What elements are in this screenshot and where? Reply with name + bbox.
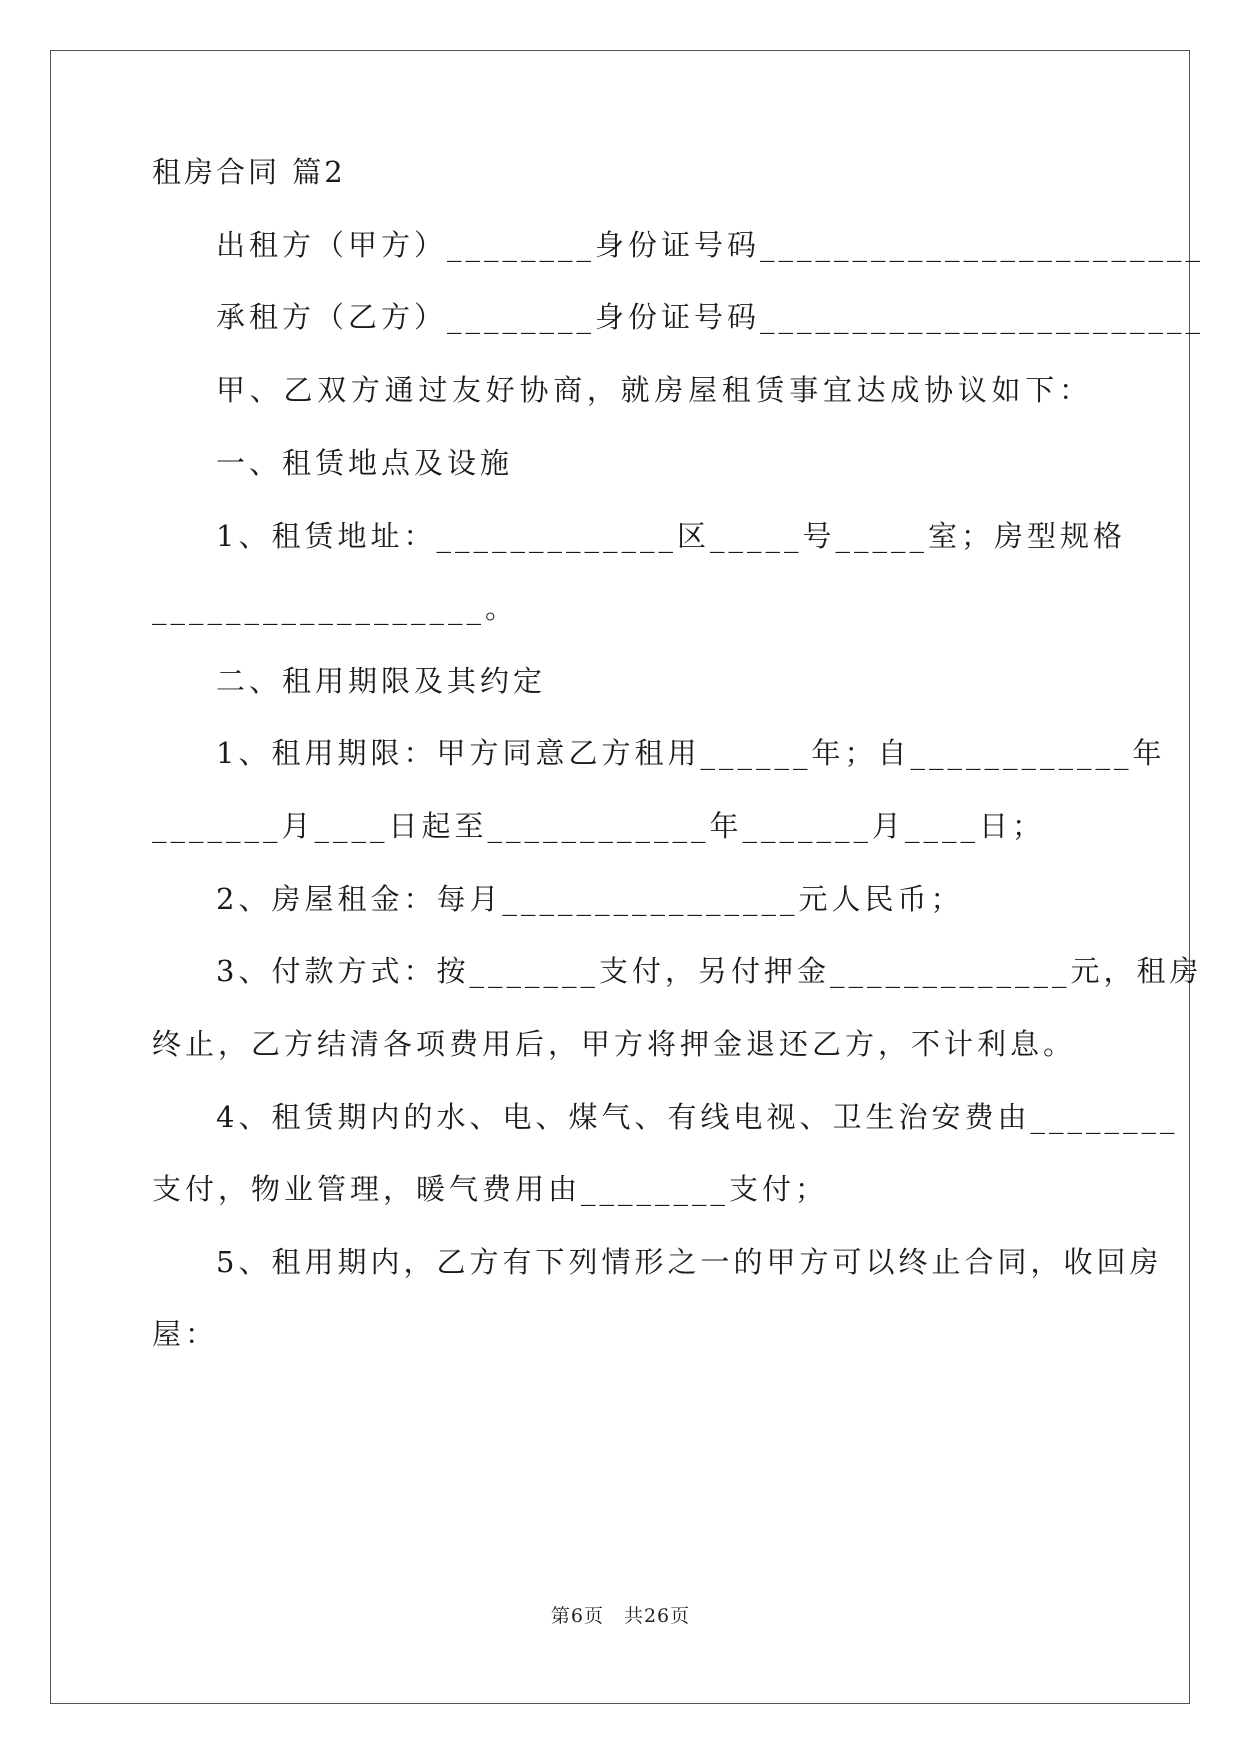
clause-utilities: 4、租赁期内的水、电、煤气、有线电视、卫生治安费由________ xyxy=(216,1100,1179,1134)
clause-payment: 3、付款方式：按_______支付，另付押金_____________元，租房 xyxy=(216,954,1203,988)
section-heading-1: 一、租赁地点及设施 xyxy=(216,446,514,480)
document-title: 租房合同 篇2 xyxy=(152,155,346,189)
clause-termination: 5、租用期内，乙方有下列情形之一的甲方可以终止合同，收回房 xyxy=(216,1245,1163,1279)
page-number: 第6页 共26页 xyxy=(550,1605,691,1627)
section-heading-2: 二、租用期限及其约定 xyxy=(216,664,547,698)
clause-term-continued: _______月____日起至____________年_______月____日； xyxy=(152,809,1046,843)
clause-utilities-continued: 支付，物业管理，暖气费用由________支付； xyxy=(152,1172,829,1206)
clause-address: 1、租赁地址：_____________区_____号_____室；房型规格 xyxy=(216,519,1126,553)
lessor-line: 出租方（甲方）________身份证号码________________________ xyxy=(216,228,1205,262)
agreement-intro: 甲、乙双方通过友好协商，就房屋租赁事宜达成协议如下： xyxy=(216,373,1092,407)
clause-termination-continued: 屋： xyxy=(152,1317,219,1351)
clause-rent: 2、房屋租金：每月________________元人民币； xyxy=(216,882,964,916)
lessee-line: 承租方（乙方）________身份证号码________________________ xyxy=(216,300,1205,334)
clause-payment-continued: 终止，乙方结清各项费用后，甲方将押金退还乙方，不计利息。 xyxy=(152,1027,1077,1061)
clause-term: 1、租用期限：甲方同意乙方租用______年；自____________年 xyxy=(216,736,1166,770)
clause-address-continued: __________________。 xyxy=(152,591,519,625)
